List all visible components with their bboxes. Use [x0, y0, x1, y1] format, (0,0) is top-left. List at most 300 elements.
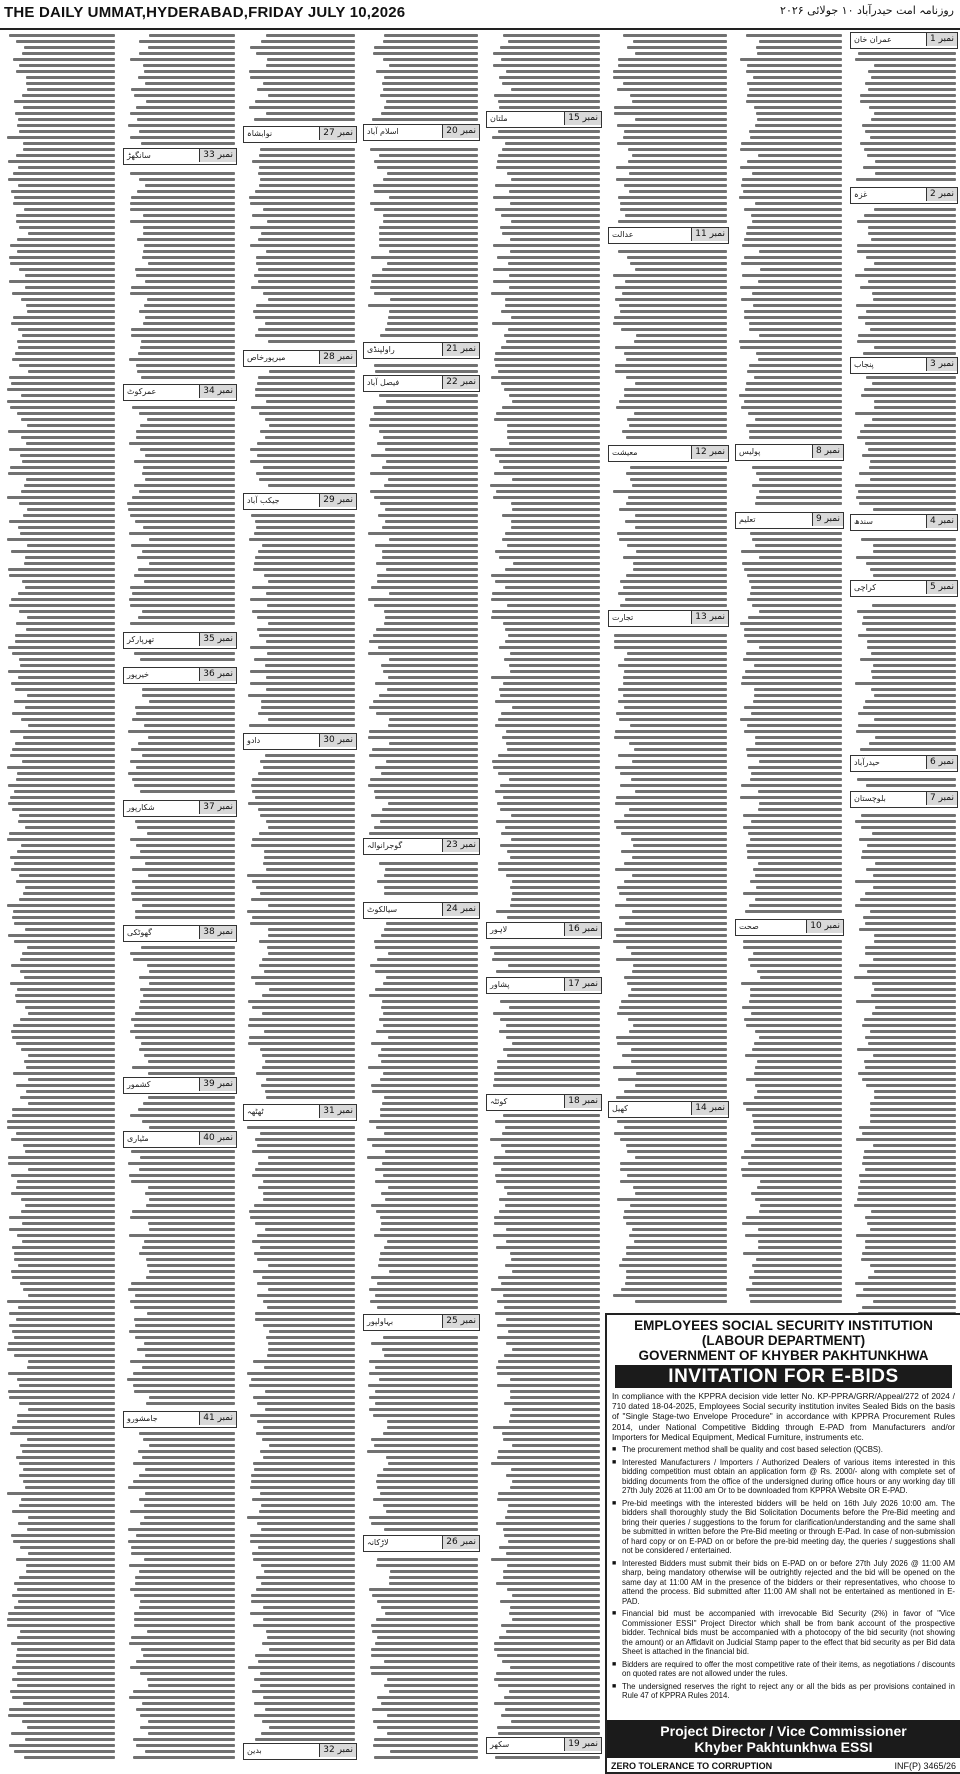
text-line — [250, 46, 355, 49]
text-line — [253, 1462, 355, 1465]
text-line — [371, 1672, 478, 1675]
text-line — [615, 730, 727, 733]
text-line — [135, 706, 235, 709]
text-line — [135, 1576, 236, 1579]
text-line — [620, 1180, 727, 1183]
text-line — [140, 424, 235, 427]
text-line — [130, 202, 236, 205]
text-line — [130, 952, 236, 955]
text-line — [627, 1150, 728, 1153]
text-line — [497, 1498, 600, 1501]
news-item-number: نمبر 2 — [926, 188, 957, 201]
text-line — [10, 856, 115, 859]
text-line — [20, 1096, 115, 1099]
text-line — [254, 1714, 355, 1717]
text-line — [18, 346, 115, 349]
news-item-number: نمبر 23 — [442, 839, 479, 852]
text-line — [253, 1624, 355, 1627]
text-line — [491, 292, 600, 295]
text-line — [13, 58, 115, 61]
text-line — [27, 544, 115, 547]
text-line — [372, 1708, 478, 1711]
text-line — [620, 772, 727, 775]
text-line — [617, 1012, 727, 1015]
text-line — [507, 1588, 600, 1591]
text-line — [505, 142, 600, 145]
text-line — [748, 958, 842, 961]
news-item-header — [123, 667, 237, 684]
text-line — [500, 844, 600, 847]
news-item-header — [608, 445, 729, 462]
text-line — [383, 58, 478, 61]
text-line — [130, 838, 235, 841]
text-line — [510, 904, 600, 907]
text-line — [142, 1702, 235, 1705]
text-line — [373, 406, 478, 409]
text-line — [744, 730, 842, 733]
news-item-header — [363, 375, 480, 392]
text-line — [511, 178, 600, 181]
text-line — [856, 304, 956, 307]
text-line — [746, 844, 842, 847]
text-line — [506, 1552, 600, 1555]
text-line — [856, 178, 956, 181]
text-line — [377, 1474, 478, 1477]
text-line — [128, 772, 235, 775]
text-line — [742, 1006, 842, 1009]
text-line — [375, 1294, 478, 1297]
text-line — [751, 820, 842, 823]
text-line — [143, 226, 236, 229]
text-line — [131, 1552, 236, 1555]
text-line — [7, 1348, 116, 1351]
text-line — [627, 544, 727, 547]
text-line — [141, 946, 235, 949]
text-line — [865, 130, 956, 133]
text-line — [862, 1132, 956, 1135]
text-line — [875, 1006, 956, 1009]
text-line — [635, 526, 727, 529]
text-line — [148, 1096, 235, 1099]
text-line — [130, 1510, 235, 1513]
text-line — [614, 736, 727, 739]
text-line — [252, 778, 355, 781]
text-line — [139, 1474, 236, 1477]
ad-term-item: ■ Interested Bidders must submit their bids on E-PAD on or before 27th July 2026 @ 11:00 AM sharp, being mandatory otherwise will be outrightly rejected and the bid will be opened on the same day at 11:00 AM in the presence of the bidders or their representatives, who choose to attend the process. Bid submitted after 11:00 AM shall not be entertained as mentioned in E-PAD. — [612, 1558, 955, 1606]
text-line — [377, 1306, 478, 1309]
text-line — [257, 1234, 355, 1237]
text-line — [874, 400, 957, 403]
text-line — [614, 634, 727, 637]
text-line — [749, 1294, 842, 1297]
text-line — [26, 478, 115, 481]
text-line — [264, 850, 355, 853]
news-item-header — [123, 925, 237, 942]
text-line — [142, 256, 235, 259]
text-line — [511, 1720, 600, 1723]
text-line — [387, 1714, 478, 1717]
text-line — [507, 916, 600, 919]
text-line — [740, 718, 843, 721]
text-line — [18, 1264, 115, 1267]
text-line — [144, 1516, 235, 1519]
text-line — [494, 418, 600, 421]
text-line — [744, 568, 842, 571]
text-line — [742, 676, 842, 679]
text-line — [12, 1330, 115, 1333]
text-line — [377, 1726, 478, 1729]
news-item-label: جامشورو — [127, 1414, 158, 1423]
text-line — [376, 712, 478, 715]
text-line — [740, 796, 842, 799]
news-item-number: نمبر 38 — [199, 926, 236, 939]
text-line — [258, 376, 355, 379]
text-line — [369, 1360, 478, 1363]
text-line — [130, 604, 235, 607]
text-line — [865, 322, 956, 325]
text-line — [266, 1096, 355, 1099]
text-line — [759, 646, 842, 649]
text-line — [260, 1672, 355, 1675]
text-line — [136, 712, 235, 715]
text-line — [370, 1300, 478, 1303]
news-item-number: نمبر 21 — [442, 343, 479, 356]
text-line — [12, 748, 116, 751]
text-line — [870, 460, 956, 463]
bullet-icon: ■ — [612, 1610, 617, 1618]
text-line — [131, 1546, 235, 1549]
text-line — [258, 550, 355, 553]
text-line — [755, 544, 842, 547]
text-line — [135, 1012, 235, 1015]
text-line — [498, 1450, 601, 1453]
text-line — [136, 430, 235, 433]
text-line — [251, 1600, 356, 1603]
text-line — [371, 1276, 478, 1279]
text-line — [493, 280, 600, 283]
text-line — [261, 1504, 355, 1507]
text-line — [860, 748, 956, 751]
text-line — [384, 874, 478, 877]
text-line — [258, 1162, 355, 1165]
news-item-label: لاہور — [490, 925, 508, 934]
text-line — [373, 634, 478, 637]
text-line — [635, 1084, 727, 1087]
text-line — [382, 1162, 478, 1165]
text-line — [617, 532, 727, 535]
text-line — [383, 214, 478, 217]
text-line — [631, 952, 727, 955]
news-item-number: نمبر 4 — [926, 515, 957, 528]
text-line — [752, 604, 842, 607]
text-line — [148, 1186, 235, 1189]
text-line — [626, 574, 727, 577]
text-line — [372, 748, 478, 751]
news-item-header — [243, 733, 357, 750]
text-line — [385, 1612, 478, 1615]
news-item-label: فیصل آباد — [367, 378, 400, 387]
text-line — [139, 1498, 235, 1501]
text-line — [384, 886, 478, 889]
text-line — [746, 652, 843, 655]
text-line — [256, 886, 355, 889]
text-line — [21, 1198, 115, 1201]
text-line — [257, 454, 355, 457]
text-line — [389, 658, 478, 661]
text-line — [616, 712, 727, 715]
text-line — [859, 964, 956, 967]
text-line — [8, 472, 115, 475]
text-line — [256, 304, 355, 307]
text-line — [128, 730, 235, 733]
text-line — [28, 1552, 115, 1555]
text-line — [7, 766, 115, 769]
text-line — [386, 760, 478, 763]
text-line — [134, 1024, 235, 1027]
text-line — [266, 1630, 355, 1633]
text-line — [251, 1378, 355, 1381]
text-line — [251, 406, 355, 409]
text-line — [132, 496, 235, 499]
text-line — [759, 478, 842, 481]
text-line — [746, 382, 842, 385]
text-line — [633, 1024, 727, 1027]
text-line — [374, 190, 478, 193]
text-line — [870, 1030, 956, 1033]
text-line — [379, 244, 478, 247]
text-line — [268, 904, 355, 907]
text-line — [374, 1738, 478, 1741]
text-line — [255, 334, 355, 337]
text-line — [500, 1000, 600, 1003]
text-line — [263, 82, 355, 85]
text-line — [140, 658, 235, 661]
text-line — [27, 1438, 116, 1441]
text-line — [615, 286, 727, 289]
text-line — [148, 874, 235, 877]
news-item-label: بدین — [247, 1746, 262, 1755]
text-line — [499, 688, 601, 691]
text-line — [251, 1594, 355, 1597]
text-line — [15, 742, 115, 745]
text-line — [496, 1180, 600, 1183]
news-item-label: کھیل — [612, 1104, 628, 1113]
text-line — [624, 184, 727, 187]
text-line — [503, 682, 600, 685]
text-line — [507, 172, 600, 175]
text-line — [266, 1336, 355, 1339]
text-line — [140, 1726, 235, 1729]
text-line — [10, 262, 115, 265]
news-item-header — [123, 800, 237, 817]
text-line — [26, 82, 115, 85]
text-line — [17, 1180, 115, 1183]
text-line — [250, 202, 355, 205]
text-line — [494, 1216, 600, 1219]
text-line — [139, 310, 235, 313]
text-line — [146, 1276, 235, 1279]
text-line — [752, 172, 842, 175]
text-line — [128, 1162, 235, 1165]
text-line — [631, 1060, 727, 1063]
text-line — [380, 1228, 478, 1231]
text-line — [136, 436, 235, 439]
text-line — [373, 1498, 478, 1501]
text-line — [381, 112, 478, 115]
text-line — [133, 1738, 235, 1741]
text-line — [739, 394, 842, 397]
text-line — [24, 208, 115, 211]
text-line — [25, 1486, 115, 1489]
ad-footer-slogan: ZERO TOLERANCE TO CORRUPTION — [611, 1761, 773, 1771]
text-line — [503, 1048, 600, 1051]
text-line — [377, 880, 478, 883]
text-line — [744, 238, 842, 241]
text-line — [871, 118, 956, 121]
text-line — [25, 556, 115, 559]
text-line — [743, 190, 842, 193]
text-line — [750, 592, 842, 595]
text-line — [135, 520, 235, 523]
text-line — [263, 208, 355, 211]
text-line — [874, 694, 956, 697]
text-line — [875, 172, 956, 175]
text-line — [144, 1558, 235, 1561]
text-line — [262, 1054, 355, 1057]
text-line — [496, 412, 601, 415]
text-line — [495, 184, 600, 187]
text-line — [492, 592, 600, 595]
text-line — [856, 556, 956, 559]
text-line — [374, 208, 478, 211]
text-line — [873, 544, 956, 547]
text-line — [505, 586, 600, 589]
text-line — [512, 1480, 600, 1483]
text-line — [498, 1276, 600, 1279]
news-item-label: پنجاب — [854, 360, 874, 369]
text-line — [11, 322, 115, 325]
text-line — [135, 820, 235, 823]
text-line — [377, 1486, 478, 1489]
text-line — [10, 466, 115, 469]
ad-footer-reference: INF(P) 3465/26 — [894, 1761, 956, 1771]
text-line — [758, 862, 842, 865]
text-line — [502, 406, 600, 409]
text-line — [754, 1042, 842, 1045]
text-line — [508, 1540, 600, 1543]
text-line — [864, 268, 956, 271]
news-item-label: مٹیاری — [127, 1134, 149, 1143]
text-line — [507, 748, 600, 751]
text-line — [492, 136, 600, 139]
text-line — [134, 1306, 235, 1309]
text-line — [741, 982, 842, 985]
text-line — [23, 1468, 115, 1471]
text-line — [629, 172, 727, 175]
text-line — [260, 760, 355, 763]
text-line — [506, 1630, 600, 1633]
text-line — [27, 1366, 115, 1369]
text-line — [251, 784, 355, 787]
text-line — [379, 862, 478, 865]
text-line — [255, 394, 355, 397]
text-line — [389, 1270, 478, 1273]
text-line — [635, 118, 727, 121]
text-line — [14, 1606, 116, 1609]
text-line — [255, 100, 355, 103]
text-line — [130, 622, 235, 625]
text-line — [750, 532, 843, 535]
text-line — [750, 136, 842, 139]
text-line — [255, 520, 355, 523]
text-line — [250, 226, 356, 229]
text-line — [490, 1138, 600, 1141]
text-line — [507, 1054, 600, 1057]
text-line — [255, 1138, 355, 1141]
text-line — [250, 922, 355, 925]
text-line — [265, 1390, 355, 1393]
text-line — [264, 1366, 355, 1369]
text-line — [148, 46, 235, 49]
text-line — [633, 1186, 728, 1189]
text-line — [375, 1168, 478, 1171]
text-line — [132, 1066, 235, 1069]
text-line — [866, 868, 957, 871]
text-line — [7, 136, 115, 139]
news-item-label: معیشت — [612, 448, 638, 457]
text-line — [493, 766, 600, 769]
text-line — [143, 214, 235, 217]
news-item-label: ٹھٹھہ — [247, 1107, 264, 1116]
text-line — [149, 1270, 236, 1273]
text-line — [873, 886, 956, 889]
text-line — [15, 634, 115, 637]
text-line — [867, 646, 956, 649]
text-line — [855, 1282, 956, 1285]
text-line — [267, 652, 356, 655]
text-line — [371, 454, 478, 457]
text-line — [388, 316, 478, 319]
text-line — [621, 850, 727, 853]
text-line — [387, 1426, 478, 1429]
text-line — [257, 88, 355, 91]
text-line — [252, 610, 355, 613]
text-line — [508, 328, 600, 331]
text-line — [13, 202, 115, 205]
text-line — [866, 376, 956, 379]
text-line — [17, 124, 115, 127]
text-line — [497, 1384, 600, 1387]
text-line — [496, 1582, 601, 1585]
text-line — [620, 1138, 727, 1141]
news-item-header — [123, 1077, 237, 1094]
text-line — [613, 274, 727, 277]
text-line — [741, 1156, 842, 1159]
text-line — [497, 1726, 601, 1729]
text-line — [149, 700, 235, 703]
text-line — [143, 1438, 236, 1441]
text-line — [750, 838, 842, 841]
text-line — [259, 1510, 355, 1513]
text-line — [614, 112, 727, 115]
text-line — [741, 1168, 842, 1171]
text-line — [624, 706, 727, 709]
text-line — [862, 454, 956, 457]
text-line — [870, 1228, 956, 1231]
text-line — [371, 280, 478, 283]
text-line — [139, 40, 235, 43]
masthead — [0, 0, 960, 30]
